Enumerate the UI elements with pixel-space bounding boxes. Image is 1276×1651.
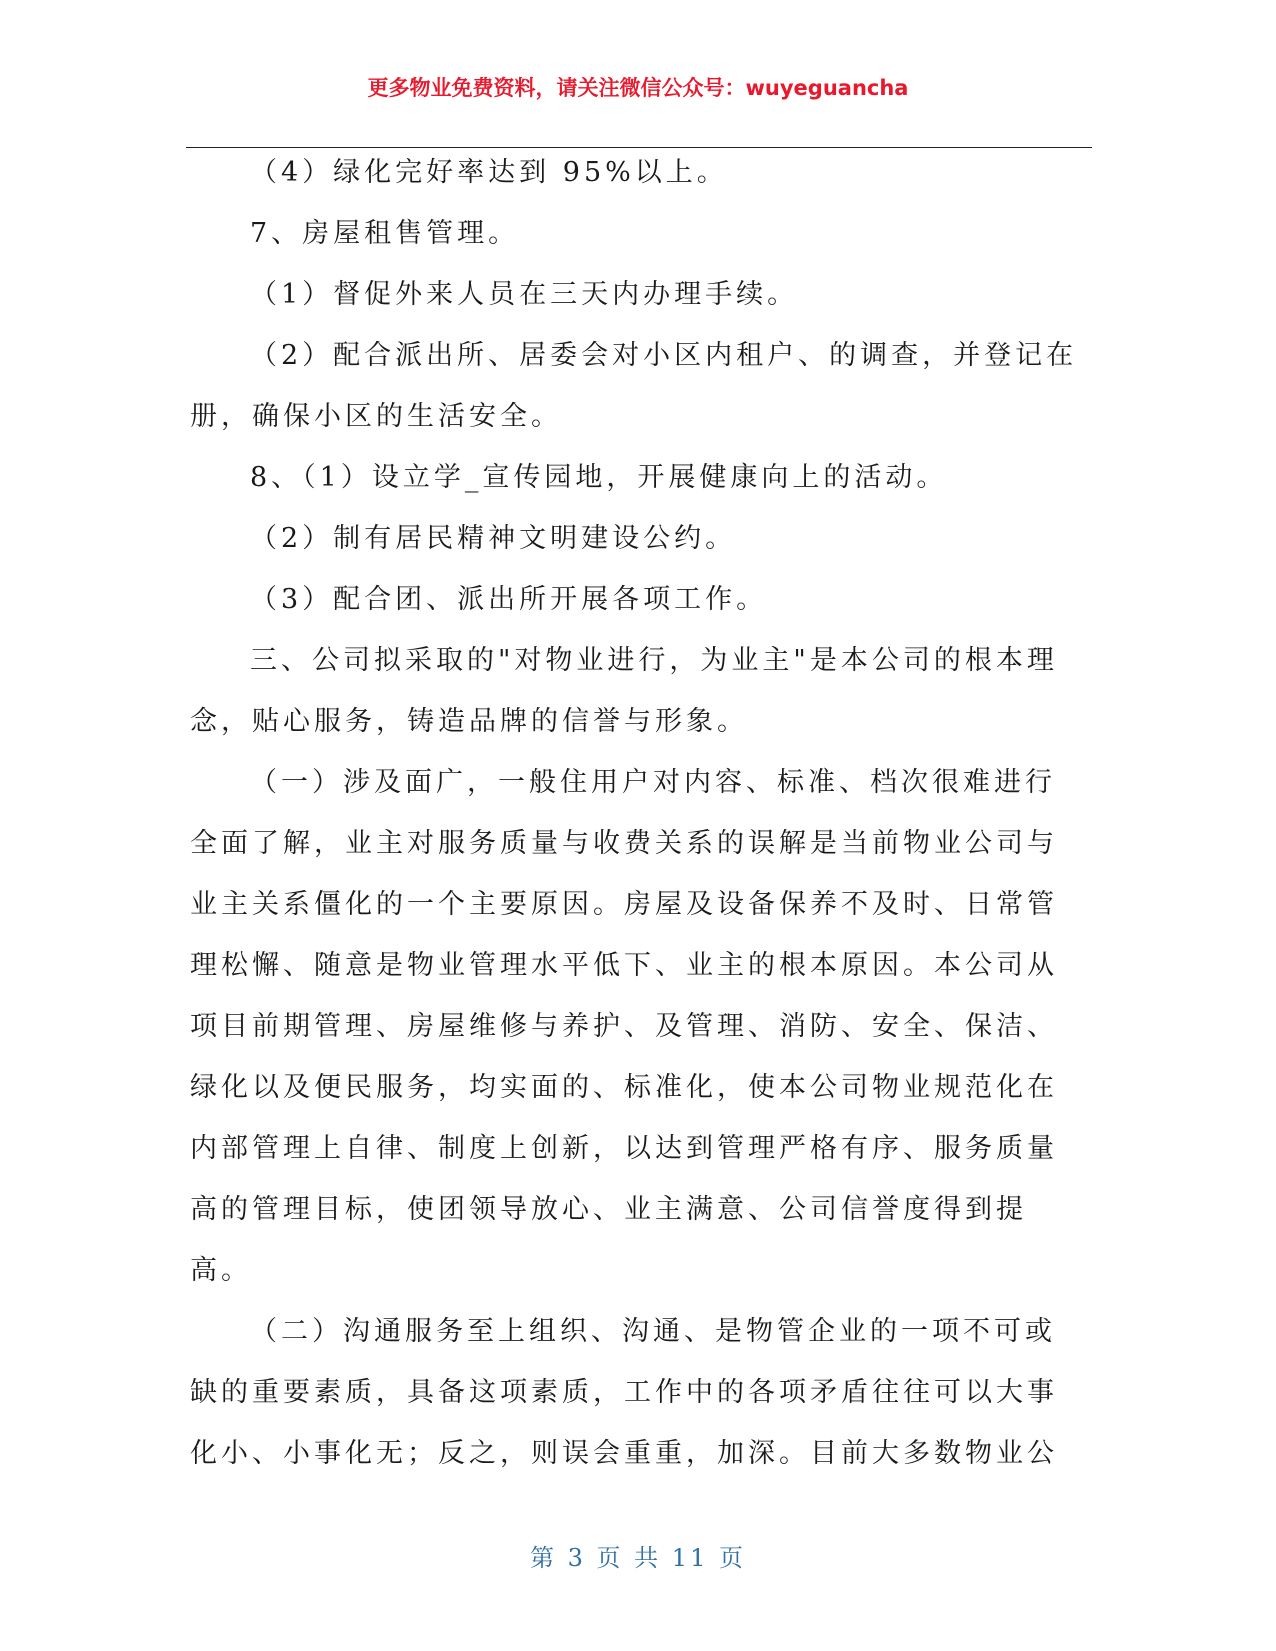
text-line: 内部管理上自律、制度上创新，以达到管理严格有序、服务质量	[190, 1133, 1058, 1164]
text-line: 化小、小事化无；反之，则误会重重，加深。目前大多数物业公	[190, 1438, 1058, 1469]
text-line: 三、公司拟采取的"对物业进行，为业主"是本公司的根本理	[250, 645, 1058, 676]
text-line: （1）督促外来人员在三天内办理手续。	[250, 279, 799, 310]
text-line: 理松懈、随意是物业管理水平低下、业主的根本原因。本公司从	[190, 950, 1058, 981]
document-body	[190, 142, 1090, 1484]
text-line: 项目前期管理、房屋维修与养护、及管理、消防、安全、保洁、	[190, 1011, 1058, 1042]
text-line: （2）制有居民精神文明建设公约。	[250, 523, 737, 554]
text-line: （3）配合团、派出所开展各项工作。	[250, 584, 768, 615]
text-line: 册，确保小区的生活安全。	[190, 401, 562, 432]
text-line: （二）沟通服务至上组织、沟通、是物管企业的一项不可或	[250, 1316, 1056, 1347]
text-line: 高。	[190, 1255, 252, 1286]
text-line: 高的管理目标，使团领导放心、业主满意、公司信誉度得到提	[190, 1194, 1027, 1225]
text-line: 8、（1）设立学_宣传园地，开展健康向上的活动。	[250, 462, 948, 493]
text-line: 业主关系僵化的一个主要原因。房屋及设备保养不及时、日常管	[190, 889, 1058, 920]
text-line: （一）涉及面广，一般住用户对内容、标准、档次很难进行	[250, 767, 1056, 798]
page-number-footer: 第 3 页 共 11 页	[530, 1544, 746, 1572]
text-line: 念，贴心服务，铸造品牌的信誉与形象。	[190, 706, 748, 737]
text-line: （4）绿化完好率达到 95%以上。	[250, 157, 728, 188]
text-line: 绿化以及便民服务，均实面的、标准化，使本公司物业规范化在	[190, 1072, 1058, 1103]
promo-header-note: 更多物业免费资料，请关注微信公众号：wuyeguancha	[367, 76, 909, 100]
text-line: （2）配合派出所、居委会对小区内租户、的调查，并登记在	[250, 340, 1078, 371]
text-line: 7、房屋租售管理。	[250, 218, 520, 249]
text-line: 全面了解，业主对服务质量与收费关系的误解是当前物业公司与	[190, 828, 1058, 859]
text-line: 缺的重要素质，具备这项素质，工作中的各项矛盾往往可以大事	[190, 1377, 1058, 1408]
